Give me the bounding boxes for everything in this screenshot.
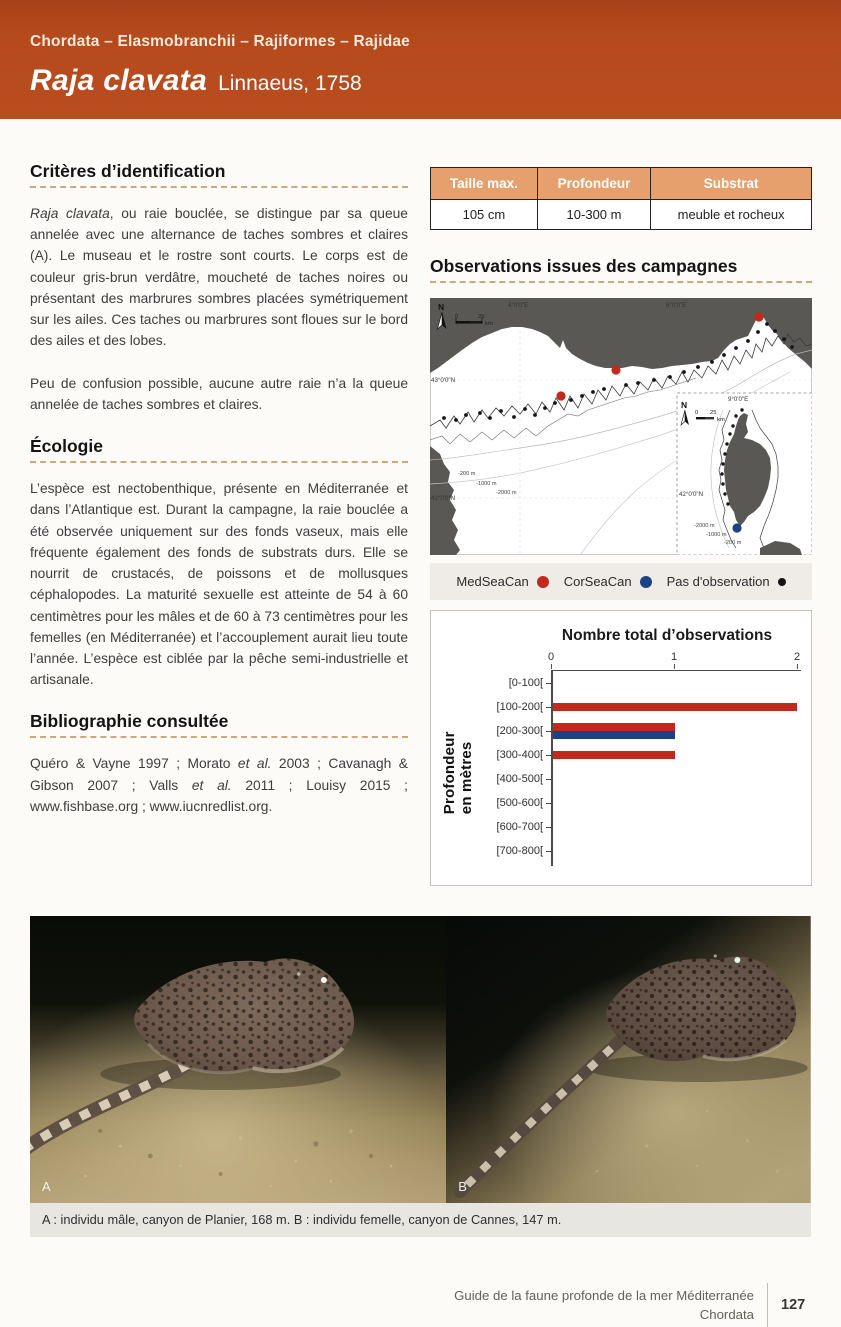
bibliography-heading: Bibliographie consultée	[30, 711, 229, 732]
map-depth-2000-label: -2000 m	[496, 490, 517, 496]
chart-row	[467, 839, 797, 863]
left-column	[30, 161, 408, 886]
svg-text:km: km	[717, 417, 725, 423]
chart-row	[467, 743, 797, 767]
inset-depth-1000-label: -1000 m	[706, 532, 727, 538]
chart-category-label: [600-700[	[467, 821, 551, 833]
chart-y-axis	[551, 671, 553, 866]
no-observation-dot-icon	[778, 578, 786, 586]
chart-category-label: [0-100[	[467, 677, 551, 689]
map-lon-4e-label: 4°0'0"E	[508, 302, 529, 309]
chart-category-label: [500-600[	[467, 797, 551, 809]
chart-xtick-label: 0	[547, 651, 555, 663]
species-info-table	[430, 167, 812, 230]
map-lat-43n-label: 43°0'0"N	[431, 377, 456, 384]
chart-bar-medseacan	[553, 723, 675, 731]
chart-category-label: [300-400[	[467, 749, 551, 761]
map-depth-1000-label: -1000 m	[476, 481, 497, 487]
right-column	[430, 161, 812, 886]
chart-row	[467, 767, 797, 791]
chart-ylabel: Profondeur en mètres	[441, 730, 475, 814]
ray-eye-glint	[321, 977, 327, 983]
svg-text:N: N	[681, 400, 688, 410]
map-illustration	[430, 298, 812, 555]
chart-row	[467, 791, 797, 815]
dashed-rule	[30, 736, 408, 738]
svg-text:0: 0	[455, 314, 459, 320]
photo-caption: A : individu mâle, canyon de Planier, 168 m. B : individu femelle, canyon de Cannes, 147 m.	[30, 1203, 811, 1237]
legend-item-corseacan: CorSeaCan	[564, 574, 652, 589]
photo-panel	[30, 916, 811, 1203]
svg-text:N: N	[438, 302, 445, 312]
chart-bar-corseacan	[553, 731, 675, 739]
table-value-substrat: meuble et rocheux	[651, 200, 812, 230]
photo-b-letter: B	[458, 1179, 467, 1194]
chart-plot	[467, 671, 797, 863]
legend-item-no-observation: Pas d'observation	[667, 574, 786, 589]
svg-text:25: 25	[710, 410, 717, 416]
map-depth-200-label: -200 m	[458, 471, 476, 477]
table-header-substrat: Substrat	[651, 168, 812, 200]
inset-lon-label: 9°0'0"E	[728, 396, 749, 403]
svg-text:25: 25	[478, 314, 485, 320]
footer-text	[454, 1286, 754, 1324]
table-value-profondeur: 10-300 m	[537, 200, 650, 230]
corseacan-dot-icon	[640, 576, 652, 588]
table-header-taille: Taille max.	[431, 168, 538, 200]
identification-paragraph-1: Raja clavata, ou raie bouclée, se distingue par sa queue annelée avec une alternance de taches sombres et claires (A). Le museau et le rostre sont courts. Le corps est de couleur gris-brun verdâtre, moucheté de taches noires ou présentant des marbrures sombres placées symétriquement sur les ailes. Ces taches ou marbrures sont floues sur le bord des ailes et des lobes.	[30, 206, 408, 349]
identification-heading: Critères d’identification	[30, 161, 226, 181]
chart-row	[467, 815, 797, 839]
chart-row	[467, 695, 797, 719]
chart-category-label: [400-500[	[467, 773, 551, 785]
chart-row	[467, 719, 797, 743]
chart-x-axis	[547, 649, 801, 671]
page-footer	[30, 1283, 811, 1327]
observations-map	[430, 298, 812, 555]
chart-bar-medseacan	[553, 703, 797, 711]
map-legend	[430, 563, 812, 600]
chart-category-label: [200-300[	[467, 725, 551, 737]
inset-lat-label: 42°0'0"N	[679, 491, 704, 498]
taxonomy-breadcrumb: Chordata – Elasmobranchii – Rajiformes – Rajidae	[30, 33, 411, 50]
table-header-profondeur: Profondeur	[537, 168, 650, 200]
species-name: Raja clavata	[30, 64, 208, 97]
dashed-rule	[30, 461, 408, 463]
chart-xtick-label: 1	[670, 651, 678, 663]
chart-row	[467, 671, 797, 695]
depth-observations-chart	[430, 610, 812, 886]
ecology-paragraph: L’espèce est nectobenthique, présente en Méditerranée et dans l’Atlantique est. Durant la campagne, la raie bouclée a été observée uniquement sur des fonds vaseux, mais elle fréquente également des fonds de substrats durs. Elle se nourrit de crustacés, de poissons et de mollusques céphalopodes. La maturité sexuelle est atteinte de 54 à 60 centimètres pour les mâles et de 60 à 73 centimètres pour les femelles (en Méditerranée) et l’accouplement aurait lieu toute l’année. L’espèce est ciblée par la pêche semi-industrielle et artisanale.	[30, 481, 408, 688]
map-inset-corsica	[677, 393, 812, 555]
inset-depth-200-label: -200 m	[724, 540, 742, 546]
map-lon-6e-label: 6°0'0"E	[666, 302, 687, 309]
medseacan-dot-icon	[537, 576, 549, 588]
species-name-inline: Raja clavata	[30, 206, 110, 221]
footer-book-title: Guide de la faune profonde de la mer Méditerranée	[454, 1287, 754, 1303]
bibliography-text: Quéro & Vayne 1997 ; Morato et al. 2003 ; Cavanagh & Gibson 2007 ; Valls et al. 2011 ; Louisy 2015 ; www.fishbase.org ; www.iucnredlist.org.	[30, 756, 408, 814]
chart-category-label: [700-800[	[467, 845, 551, 857]
map-lat-42n-label: 42°0'0"N	[431, 495, 456, 502]
page-number: 127	[781, 1297, 806, 1313]
ray-photo-b-illustration	[446, 916, 811, 1203]
dashed-rule	[430, 281, 812, 283]
dashed-rule	[30, 186, 408, 188]
observations-heading: Observations issues des campagnes	[430, 256, 738, 276]
identification-paragraph-2: Peu de confusion possible, aucune autre raie n’a la queue annelée de taches sombres et claires.	[30, 375, 408, 412]
svg-text:km: km	[485, 321, 493, 327]
photo-female-cannes	[446, 916, 811, 1203]
species-author: Linnaeus, 1758	[218, 72, 362, 95]
svg-text:0: 0	[695, 410, 699, 416]
header-band	[0, 0, 841, 119]
chart-xtick-label: 2	[793, 651, 801, 663]
footer-chapter: Chordata	[699, 1307, 754, 1322]
map-corseacan-dot	[732, 523, 741, 532]
inset-depth-2000-label: -2000 m	[694, 523, 715, 529]
chart-category-label: [100-200[	[467, 701, 551, 713]
photo-a-letter: A	[42, 1179, 51, 1194]
ray-photo-a-illustration	[30, 916, 446, 1203]
chart-title: Nombre total d’observations	[561, 627, 773, 644]
legend-item-medseacan: MedSeaCan	[456, 574, 548, 589]
footer-divider	[767, 1283, 768, 1327]
photo-male-planier	[30, 916, 446, 1203]
ray-eye-glint	[735, 957, 741, 963]
page-title	[30, 64, 841, 98]
chart-bar-medseacan	[553, 751, 675, 759]
table-value-taille: 105 cm	[431, 200, 538, 230]
ecology-heading: Écologie	[30, 436, 103, 457]
